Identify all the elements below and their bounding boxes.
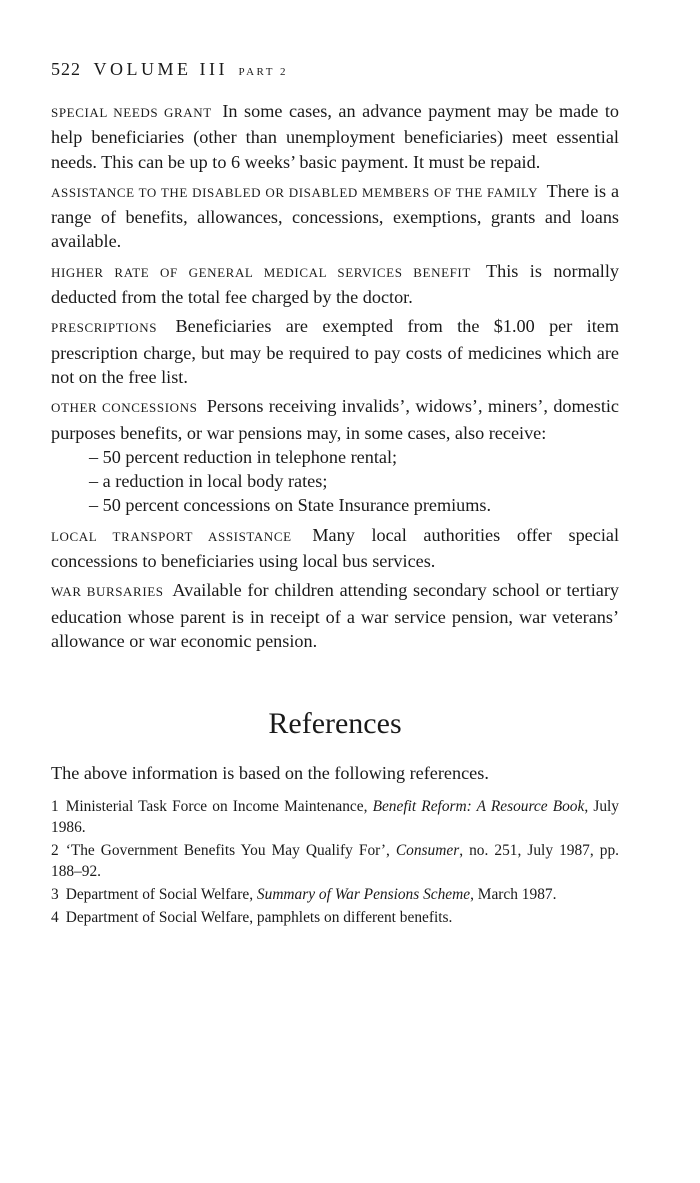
entry-assistance-disabled <box>51 179 619 254</box>
reference-text: ‘The Government Benefits You May Qualify For’, <box>65 842 396 860</box>
entry-special-needs-grant <box>51 99 619 174</box>
entry-label: ASSISTANCE TO THE DISABLED OR DISABLED MEMBERS OF THE FAMILY <box>51 184 539 200</box>
reference-details: , no. 251, July 1987, pp. 188–92. <box>51 842 620 881</box>
part-label: PART 2 <box>238 66 288 78</box>
page-number: 522 <box>51 59 81 79</box>
volume-label: VOLUME III <box>93 59 228 79</box>
entry-war-bursaries <box>51 578 619 653</box>
list-item: – a reduction in local body rates; <box>89 471 328 492</box>
entry-text: In some cases, an advance payment may be made to help beneficiaries (other than unemployment beneficiaries) meet essential needs. This can be up to 6 weeks’ basic payment. It must be repaid. <box>51 101 620 172</box>
reference-title: Benefit Reform: A Resource Book <box>372 798 585 816</box>
entry-text: Available for children attending secondary school or tertiary education whose parent is in receipt of a war service pension, war veterans’ allowance or war economic pension. <box>51 580 619 651</box>
reference-text: Department of Social Welfare, pamphlets on different benefits. <box>65 909 453 927</box>
entry-local-transport <box>51 523 619 574</box>
entry-label: OTHER CONCESSIONS <box>51 400 198 416</box>
entry-text: Beneficiaries are exempted from the $1.00 per item prescription charge, but may be required to pay costs of medicines which are not on the free list. <box>51 316 619 387</box>
entry-prescriptions <box>51 314 619 389</box>
reference-item <box>51 840 619 882</box>
entry-text: Persons receiving invalids’, widows’, miners’, domestic purposes benefits, or war pensions may, in some cases, also receive: <box>51 396 619 443</box>
references-intro: The above information is based on the following references. <box>51 763 489 784</box>
references-heading: References <box>268 707 402 741</box>
entry-text: Many local authorities offer special concessions to beneficiaries using local bus services. <box>51 524 619 572</box>
reference-number: 1 <box>51 798 59 816</box>
entry-label: SPECIAL NEEDS GRANT <box>51 105 212 120</box>
reference-number: 2 <box>51 842 59 860</box>
reference-text: Ministerial Task Force on Income Maintenance, <box>65 798 373 816</box>
entry-text: There is a range of benefits, allowances, concessions, exemptions, grants and loans available. <box>51 180 620 252</box>
reference-number: 3 <box>51 886 59 904</box>
entry-label: WAR BURSARIES <box>51 584 164 600</box>
entry-other-concessions <box>51 394 619 445</box>
reference-number: 4 <box>51 909 59 927</box>
entry-label: PRESCRIPTIONS <box>51 320 158 336</box>
reference-text: Department of Social Welfare, <box>65 886 257 904</box>
entry-higher-rate-gms <box>51 259 619 310</box>
page <box>51 58 619 930</box>
reference-title: Consumer <box>395 842 460 860</box>
running-header <box>51 58 619 83</box>
list-item: – 50 percent concessions on State Insurance premiums. <box>89 495 492 516</box>
list-item: – 50 percent reduction in telephone rental; <box>89 446 398 467</box>
entry-text: This is normally deducted from the total fee charged by the doctor. <box>51 260 619 308</box>
entry-label: HIGHER RATE OF GENERAL MEDICAL SERVICES BENEFIT <box>51 264 471 280</box>
reference-item <box>51 907 619 928</box>
concessions-list <box>51 445 619 518</box>
reference-item <box>51 796 619 838</box>
reference-title: Summary of War Pensions Scheme <box>256 886 471 904</box>
reference-item <box>51 884 619 905</box>
reference-details: , March 1987. <box>470 886 557 904</box>
reference-details: , July 1986. <box>51 798 619 837</box>
entry-label: LOCAL TRANSPORT ASSISTANCE <box>51 528 292 544</box>
